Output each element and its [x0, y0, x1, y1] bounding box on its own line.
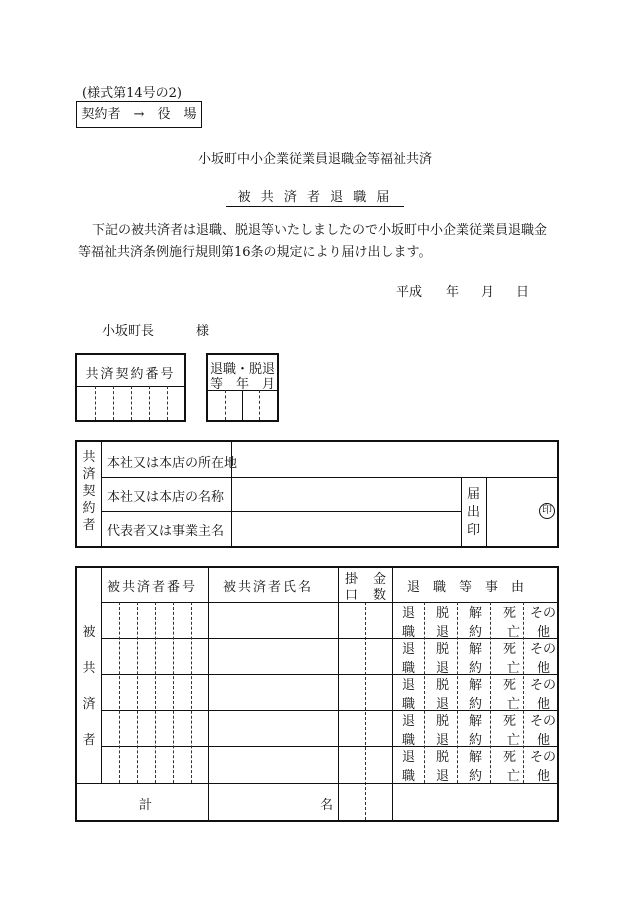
- seal-side-label: 届 出 印: [466, 487, 480, 538]
- date-year: 年: [446, 285, 460, 300]
- reason-kaiyaku-bottom[interactable]: 約: [469, 661, 483, 676]
- contractor-table: [75, 440, 559, 548]
- total-label: 計: [139, 798, 153, 813]
- date-day: 日: [516, 285, 530, 300]
- reason-shibou-top[interactable]: 死: [503, 606, 517, 621]
- reason-kaiyaku-bottom[interactable]: 約: [469, 697, 483, 712]
- reason-taishoku-bottom[interactable]: 職: [402, 661, 416, 676]
- reason-taishoku-top[interactable]: 退: [402, 642, 416, 657]
- withdraw-label-1: 退職・脱退: [209, 362, 275, 377]
- reason-kaiyaku-bottom[interactable]: 約: [469, 733, 483, 748]
- reason-dattai-bottom[interactable]: 退: [436, 625, 450, 640]
- body-paragraph: 下記の被共済者は退職、脱退等いたしましたので小坂町中小企業従業員退職金等福祉共済条例施行規則第16条の規定により届け出します。: [78, 223, 548, 260]
- reason-kaiyaku-top[interactable]: 解: [469, 750, 483, 765]
- withdraw-date-digits[interactable]: [208, 390, 277, 420]
- reason-dattai-bottom[interactable]: 退: [436, 769, 450, 784]
- reason-sonota-top[interactable]: その: [530, 642, 557, 657]
- company-name-label: 本社又は本店の名称: [107, 490, 225, 505]
- reason-shibou-top[interactable]: 死: [503, 678, 517, 693]
- reason-sonota-top[interactable]: その: [530, 678, 557, 693]
- seal-field[interactable]: [487, 478, 557, 544]
- reason-sonota-top[interactable]: その: [530, 714, 557, 729]
- addressee-name: 小坂町長: [102, 324, 155, 339]
- col-reason-header: 退 職 等 事 由: [407, 580, 525, 595]
- organization-title: 小坂町中小企業従業員退職金等福祉共済: [197, 152, 432, 167]
- reason-shibou-top[interactable]: 死: [503, 750, 517, 765]
- withdraw-label-2: 等 年 月: [209, 377, 275, 392]
- reason-kaiyaku-top[interactable]: 解: [469, 714, 483, 729]
- member-row: [101, 711, 557, 746]
- reason-dattai-top[interactable]: 脱: [436, 714, 450, 729]
- reason-shibou-bottom[interactable]: 亡: [507, 733, 521, 748]
- col-number-header: 被共済者番号: [107, 580, 198, 595]
- reason-dattai-top[interactable]: 脱: [436, 678, 450, 693]
- reason-shibou-top[interactable]: 死: [503, 714, 517, 729]
- total-unit: 名: [320, 798, 334, 813]
- contract-number-label: 共済契約番号: [85, 367, 176, 382]
- member-table: [75, 566, 559, 822]
- reason-sonota-bottom[interactable]: 他: [537, 769, 551, 784]
- reason-sonota-bottom[interactable]: 他: [537, 625, 551, 640]
- form-number: (様式第14号の2): [82, 86, 182, 101]
- reason-shibou-bottom[interactable]: 亡: [507, 625, 521, 640]
- reason-taishoku-bottom[interactable]: 職: [402, 769, 416, 784]
- reason-sonota-bottom[interactable]: 他: [537, 661, 551, 676]
- date-era: 平成: [396, 285, 423, 300]
- reason-sonota-top[interactable]: その: [530, 606, 557, 621]
- withdraw-date-box: [206, 353, 279, 422]
- member-row: [101, 639, 557, 674]
- col-name-header: 被共済者氏名: [223, 580, 314, 595]
- reason-dattai-bottom[interactable]: 退: [436, 697, 450, 712]
- reason-dattai-top[interactable]: 脱: [436, 606, 450, 621]
- reason-kaiyaku-top[interactable]: 解: [469, 678, 483, 693]
- company-name-field[interactable]: [232, 478, 461, 511]
- date-month: 月: [481, 285, 495, 300]
- member-row: [101, 603, 557, 638]
- seal-mark-icon: 印: [539, 503, 555, 519]
- reason-taishoku-bottom[interactable]: 職: [402, 625, 416, 640]
- reason-taishoku-bottom[interactable]: 職: [402, 733, 416, 748]
- reason-kaiyaku-bottom[interactable]: 約: [469, 769, 483, 784]
- reason-taishoku-top[interactable]: 退: [402, 714, 416, 729]
- document-title: 被 共 済 者 退 職 届: [226, 190, 405, 207]
- col-kake-header-2: 口: [345, 588, 359, 603]
- reason-dattai-top[interactable]: 脱: [436, 642, 450, 657]
- reason-shibou-bottom[interactable]: 亡: [507, 769, 521, 784]
- address-label: 本社又は本店の所在地: [107, 456, 238, 471]
- col-kin-header-1: 金: [373, 572, 387, 587]
- reason-taishoku-bottom[interactable]: 職: [402, 697, 416, 712]
- reason-dattai-top[interactable]: 脱: [436, 750, 450, 765]
- contract-number-digits[interactable]: [77, 386, 184, 420]
- contract-number-box: [75, 353, 186, 422]
- reason-sonota-top[interactable]: その: [530, 750, 557, 765]
- total-count-field[interactable]: [209, 784, 314, 818]
- reason-kaiyaku-top[interactable]: 解: [469, 642, 483, 657]
- reason-shibou-bottom[interactable]: 亡: [507, 661, 521, 676]
- representative-label: 代表者又は事業主名: [107, 524, 225, 539]
- route-box: 契約者 → 役 場: [76, 101, 202, 128]
- reason-shibou-bottom[interactable]: 亡: [507, 697, 521, 712]
- reason-taishoku-top[interactable]: 退: [402, 750, 416, 765]
- reason-dattai-bottom[interactable]: 退: [436, 661, 450, 676]
- reason-kaiyaku-top[interactable]: 解: [469, 606, 483, 621]
- col-kake-header-1: 掛: [345, 572, 359, 587]
- col-kin-header-2: 数: [373, 588, 387, 603]
- member-row: [101, 747, 557, 782]
- member-row: [101, 675, 557, 710]
- reason-sonota-bottom[interactable]: 他: [537, 697, 551, 712]
- address-field[interactable]: [232, 442, 555, 477]
- representative-field[interactable]: [232, 512, 461, 544]
- member-side-label: 被 共 済 者: [82, 625, 96, 748]
- reason-dattai-bottom[interactable]: 退: [436, 733, 450, 748]
- addressee-honorific: 様: [196, 324, 210, 339]
- reason-sonota-bottom[interactable]: 他: [537, 733, 551, 748]
- reason-shibou-top[interactable]: 死: [503, 642, 517, 657]
- reason-taishoku-top[interactable]: 退: [402, 678, 416, 693]
- contractor-side-label: 共 済 契 約 者: [82, 450, 96, 533]
- document-title-wrap: [0, 186, 630, 205]
- reason-kaiyaku-bottom[interactable]: 約: [469, 625, 483, 640]
- reason-taishoku-top[interactable]: 退: [402, 606, 416, 621]
